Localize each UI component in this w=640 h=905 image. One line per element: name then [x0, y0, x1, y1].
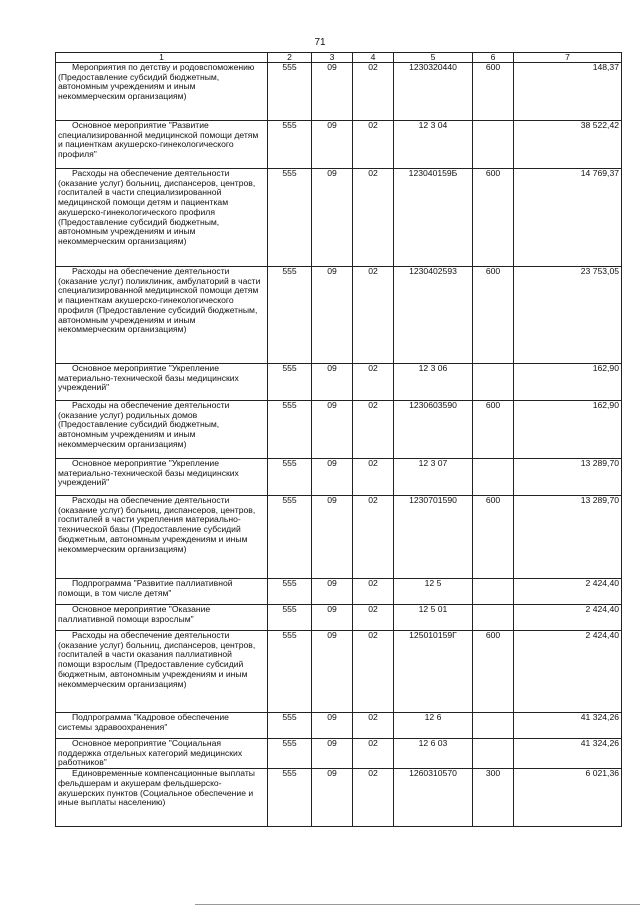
row-section: 09: [312, 579, 353, 605]
row-amount: 162,90: [514, 401, 622, 459]
row-target-article: 12 5 01: [394, 605, 473, 631]
row-section: 09: [312, 713, 353, 739]
row-amount: 2 424,40: [514, 579, 622, 605]
table-row: [56, 364, 622, 401]
row-amount: 2 424,40: [514, 631, 622, 713]
budget-table: [55, 52, 622, 827]
column-header: 6: [473, 53, 514, 63]
row-name: Подпрограмма "Развитие паллиативной помощи, в том числе детям": [56, 579, 268, 605]
row-grbs: 555: [268, 496, 312, 579]
row-name: Расходы на обеспечение деятельности (оказание услуг) больниц, диспансеров, центров, госпиталей в части укрепления материально-технической базы (Предоставление субсидий бюджетным, автономным учреждениям и иным некоммерческим организациям): [56, 496, 268, 579]
table-row: [56, 631, 622, 713]
row-section: 09: [312, 401, 353, 459]
row-name: Подпрограмма "Кадровое обеспечение системы здравоохранения": [56, 713, 268, 739]
row-grbs: 555: [268, 267, 312, 364]
row-subsection: 02: [353, 401, 394, 459]
column-header: 4: [353, 53, 394, 63]
row-name: Расходы на обеспечение деятельности (оказание услуг) больниц, диспансеров, центров, госпиталей в части специализированной медицинской помощи детям и пациенткам акушерско-гинекологического профиля (Предоставление субсидий бюджетным, автономным учреждениям и иным некоммерческим организациям): [56, 169, 268, 267]
row-amount: 148,37: [514, 63, 622, 121]
row-grbs: 555: [268, 63, 312, 121]
table-row: [56, 169, 622, 267]
row-expense-type: [473, 579, 514, 605]
row-name: Расходы на обеспечение деятельности (оказание услуг) родильных домов (Предоставление субсидий бюджетным, автономным учреждениям и иным некоммерческим организациям): [56, 401, 268, 459]
row-subsection: 02: [353, 496, 394, 579]
table-row: [56, 121, 622, 169]
row-grbs: 555: [268, 605, 312, 631]
row-target-article: 1230320440: [394, 63, 473, 121]
row-section: 09: [312, 496, 353, 579]
table-row: [56, 267, 622, 364]
row-target-article: 12 6 03: [394, 739, 473, 769]
row-section: 09: [312, 364, 353, 401]
row-expense-type: 600: [473, 63, 514, 121]
row-expense-type: 600: [473, 169, 514, 267]
row-amount: 13 289,70: [514, 459, 622, 496]
table-row: [56, 579, 622, 605]
page-number: 71: [314, 37, 326, 48]
row-name: Расходы на обеспечение деятельности (оказание услуг) больниц, диспансеров, центров, госпиталей в части оказания паллиативной помощи взрослым (Предоставление субсидий бюджетным, автономным учреждениям и иным некоммерческим организациям): [56, 631, 268, 713]
row-target-article: 12 3 04: [394, 121, 473, 169]
row-section: 09: [312, 605, 353, 631]
row-grbs: 555: [268, 169, 312, 267]
row-amount: 41 324,26: [514, 739, 622, 769]
table-row: [56, 496, 622, 579]
row-section: 09: [312, 169, 353, 267]
column-header: 1: [56, 53, 268, 63]
row-grbs: 555: [268, 631, 312, 713]
row-expense-type: [473, 713, 514, 739]
row-subsection: 02: [353, 605, 394, 631]
row-section: 09: [312, 631, 353, 713]
row-name: Основное мероприятие "Развитие специализированной медицинской помощи детям и пациенткам акушерско-гинекологического профиля": [56, 121, 268, 169]
table-row: [56, 713, 622, 739]
row-grbs: 555: [268, 401, 312, 459]
row-expense-type: [473, 739, 514, 769]
row-amount: 14 769,37: [514, 169, 622, 267]
row-target-article: 12 5: [394, 579, 473, 605]
row-target-article: 12 3 06: [394, 364, 473, 401]
table-row: [56, 769, 622, 827]
column-header: 3: [312, 53, 353, 63]
row-amount: 2 424,40: [514, 605, 622, 631]
row-target-article: 12 6: [394, 713, 473, 739]
row-section: 09: [312, 63, 353, 121]
row-amount: 23 753,05: [514, 267, 622, 364]
row-section: 09: [312, 121, 353, 169]
header-row: [56, 53, 622, 63]
row-name: Основное мероприятие "Укрепление материально-технической базы медицинских учреждений": [56, 459, 268, 496]
table-row: [56, 63, 622, 121]
row-amount: 38 522,42: [514, 121, 622, 169]
column-header: 5: [394, 53, 473, 63]
row-expense-type: 600: [473, 267, 514, 364]
row-name: Мероприятия по детству и родовспоможению (Предоставление субсидий бюджетным, автономным учреждениям и иным некоммерческим организациям): [56, 63, 268, 121]
row-target-article: 1230603590: [394, 401, 473, 459]
column-header: 7: [514, 53, 622, 63]
row-grbs: 555: [268, 364, 312, 401]
row-grbs: 555: [268, 739, 312, 769]
row-subsection: 02: [353, 63, 394, 121]
row-expense-type: 300: [473, 769, 514, 827]
row-expense-type: 600: [473, 401, 514, 459]
row-subsection: 02: [353, 169, 394, 267]
row-section: 09: [312, 769, 353, 827]
table-row: [56, 739, 622, 769]
row-target-article: 125010159Г: [394, 631, 473, 713]
row-target-article: 1260310570: [394, 769, 473, 827]
row-grbs: 555: [268, 121, 312, 169]
row-subsection: 02: [353, 631, 394, 713]
row-subsection: 02: [353, 579, 394, 605]
row-amount: 6 021,36: [514, 769, 622, 827]
row-expense-type: [473, 364, 514, 401]
row-subsection: 02: [353, 121, 394, 169]
row-subsection: 02: [353, 364, 394, 401]
row-section: 09: [312, 739, 353, 769]
table-row: [56, 459, 622, 496]
row-grbs: 555: [268, 769, 312, 827]
row-amount: 13 289,70: [514, 496, 622, 579]
row-expense-type: [473, 459, 514, 496]
row-name: Основное мероприятие "Оказание паллиативной помощи взрослым": [56, 605, 268, 631]
row-expense-type: 600: [473, 496, 514, 579]
row-expense-type: [473, 605, 514, 631]
row-section: 09: [312, 459, 353, 496]
row-name: Основное мероприятие "Укрепление материально-технической базы медицинских учреждений": [56, 364, 268, 401]
row-target-article: 1230402593: [394, 267, 473, 364]
column-header: 2: [268, 53, 312, 63]
table-row: [56, 605, 622, 631]
row-name: Расходы на обеспечение деятельности (оказание услуг) поликлиник, амбулаторий в части специализированной медицинской помощи детям и пациенткам акушерско-гинекологического профиля (Предоставление субсидий бюджетным, автономным учреждениям и иным некоммерческим организациям): [56, 267, 268, 364]
table-row: [56, 401, 622, 459]
row-name: Единовременные компенсационные выплаты фельдшерам и акушерам фельдшерско-акушерских пунктов (Социальное обеспечение и иные выплаты населению): [56, 769, 268, 827]
row-grbs: 555: [268, 459, 312, 496]
row-subsection: 02: [353, 739, 394, 769]
row-target-article: 12 3 07: [394, 459, 473, 496]
row-target-article: 123040159Б: [394, 169, 473, 267]
row-amount: 41 324,26: [514, 713, 622, 739]
row-subsection: 02: [353, 267, 394, 364]
row-subsection: 02: [353, 713, 394, 739]
row-expense-type: 600: [473, 631, 514, 713]
row-grbs: 555: [268, 713, 312, 739]
row-section: 09: [312, 267, 353, 364]
row-expense-type: [473, 121, 514, 169]
row-amount: 162,90: [514, 364, 622, 401]
row-subsection: 02: [353, 459, 394, 496]
row-name: Основное мероприятие "Социальная поддержка отдельных категорий медицинских работников": [56, 739, 268, 769]
row-subsection: 02: [353, 769, 394, 827]
row-target-article: 1230701590: [394, 496, 473, 579]
row-grbs: 555: [268, 579, 312, 605]
